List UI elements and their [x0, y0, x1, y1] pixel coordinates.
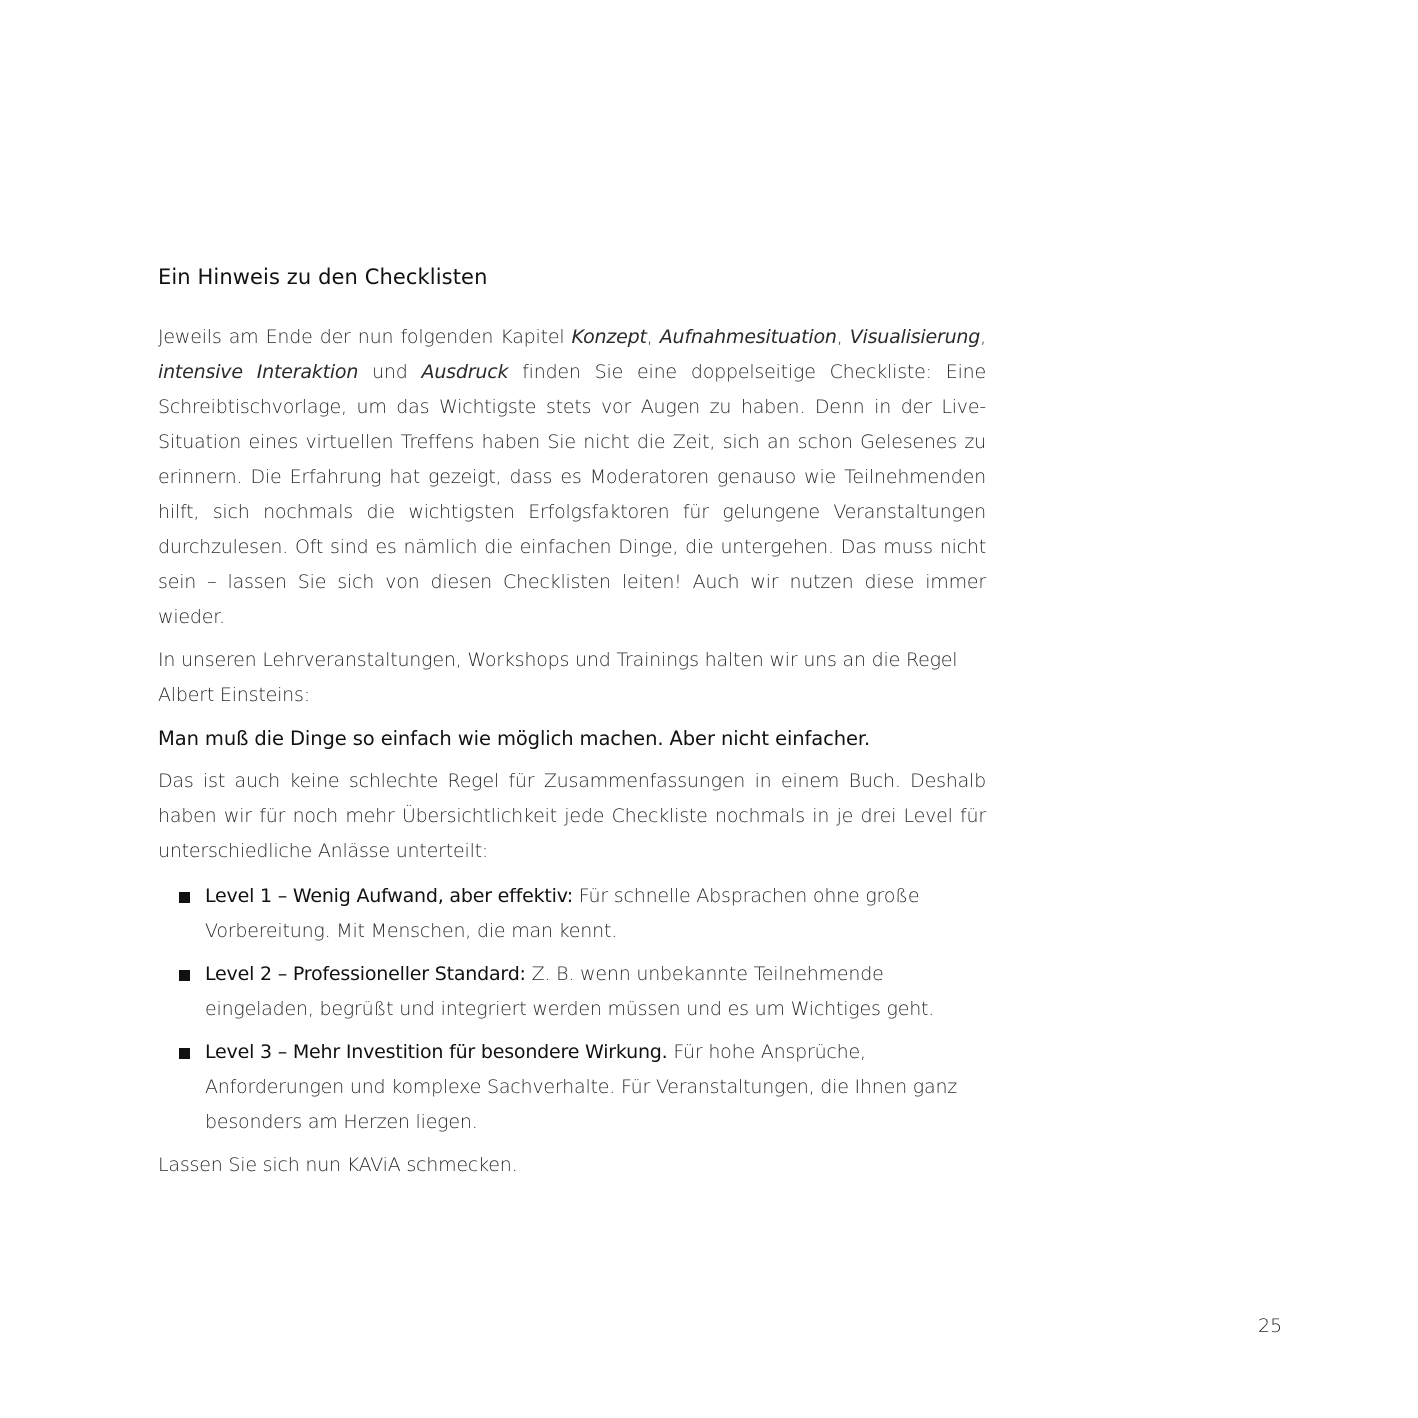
square-bullet-icon: [179, 970, 190, 981]
level-text: [205, 957, 986, 1027]
level-label: Level 3 – Mehr Investition für besondere Wirkung.: [205, 1041, 668, 1063]
level-text: [205, 1035, 986, 1140]
rule-intro-paragraph: In unseren Lehrveranstaltungen, Workshops und Trainings halten wir uns an die Regel Albert Einsteins:: [158, 649, 958, 706]
level-description: Für schnelle Absprachen ohne große Vorbereitung. Mit Menschen, die man kennt.: [205, 885, 920, 942]
chapter-ausdruck: Ausdruck: [421, 361, 509, 383]
square-bullet-icon: [179, 1048, 190, 1059]
einstein-quote: Man muß die Dinge so einfach wie möglich machen. Aber nicht einfacher.: [158, 727, 871, 750]
section-heading: Ein Hinweis zu den Checklisten: [158, 265, 488, 289]
separator: ,: [646, 326, 660, 348]
level-description: Z. B. wenn unbekannte Teilnehmende eingeladen, begrüßt und integriert werden müssen und es um Wichtiges geht.: [205, 963, 935, 1020]
closing-paragraph: Lassen Sie sich nun KAViA schmecken.: [158, 1154, 518, 1176]
intro-text-start: Jeweils am Ende der nun folgenden Kapitel: [158, 326, 572, 348]
page-content: [158, 262, 986, 1183]
level-text: [205, 879, 986, 949]
square-bullet-icon: [179, 892, 190, 903]
summary-paragraph: Das ist auch keine schlechte Regel für Zusammenfassungen in einem Buch. Deshalb haben wir für noch mehr Übersichtlichkeit jede Checkliste nochmals in je drei Level für unterschiedliche Anlässe unterteilt:: [158, 770, 986, 862]
level-label: Level 1 – Wenig Aufwand, aber effektiv:: [205, 885, 573, 907]
chapter-konzept: Konzept: [571, 326, 647, 348]
intro-text-end: finden Sie eine doppelseitige Checkliste: Eine Schreibtischvorlage, um das Wichtigste stets vor Augen zu haben. Denn in der Live-Situation eines virtuellen Treffens haben Sie nicht die Zeit, sich an schon Gelesenes zu erinnern. Die Erfahrung hat gezeigt, dass es Moderatoren genauso wie Teilnehmenden hilft, sich nochmals die wichtigsten Erfolgsfaktoren für gelungene Veranstaltungen durchzulesen. Oft sind es nämlich die einfachen Dinge, die untergehen. Das muss nicht sein – lassen Sie sich von diesen Checklisten leiten! Auch wir nutzen diese immer wieder.: [158, 361, 986, 628]
separator: ,: [980, 326, 986, 348]
level-label: Level 2 – Professioneller Standard:: [205, 963, 526, 985]
chapter-aufnahmesituation: Aufnahmesituation: [659, 326, 837, 348]
intro-paragraph: [158, 320, 986, 635]
separator: ,: [836, 326, 850, 348]
level-description: Für hohe Ansprüche, Anforderungen und komplexe Sachverhalte. Für Veranstaltungen, die Ihnen ganz besonders am Herzen liegen.: [205, 1041, 958, 1133]
conjunction: und: [358, 361, 422, 383]
level-item: [158, 1035, 986, 1140]
page-number: 25: [1258, 1315, 1283, 1337]
level-item: [158, 879, 986, 949]
chapter-visualisierung: Visualisierung: [849, 326, 981, 348]
chapter-intensive-interaktion: intensive Interaktion: [158, 361, 359, 383]
level-item: [158, 957, 986, 1027]
level-list: [158, 879, 986, 1140]
